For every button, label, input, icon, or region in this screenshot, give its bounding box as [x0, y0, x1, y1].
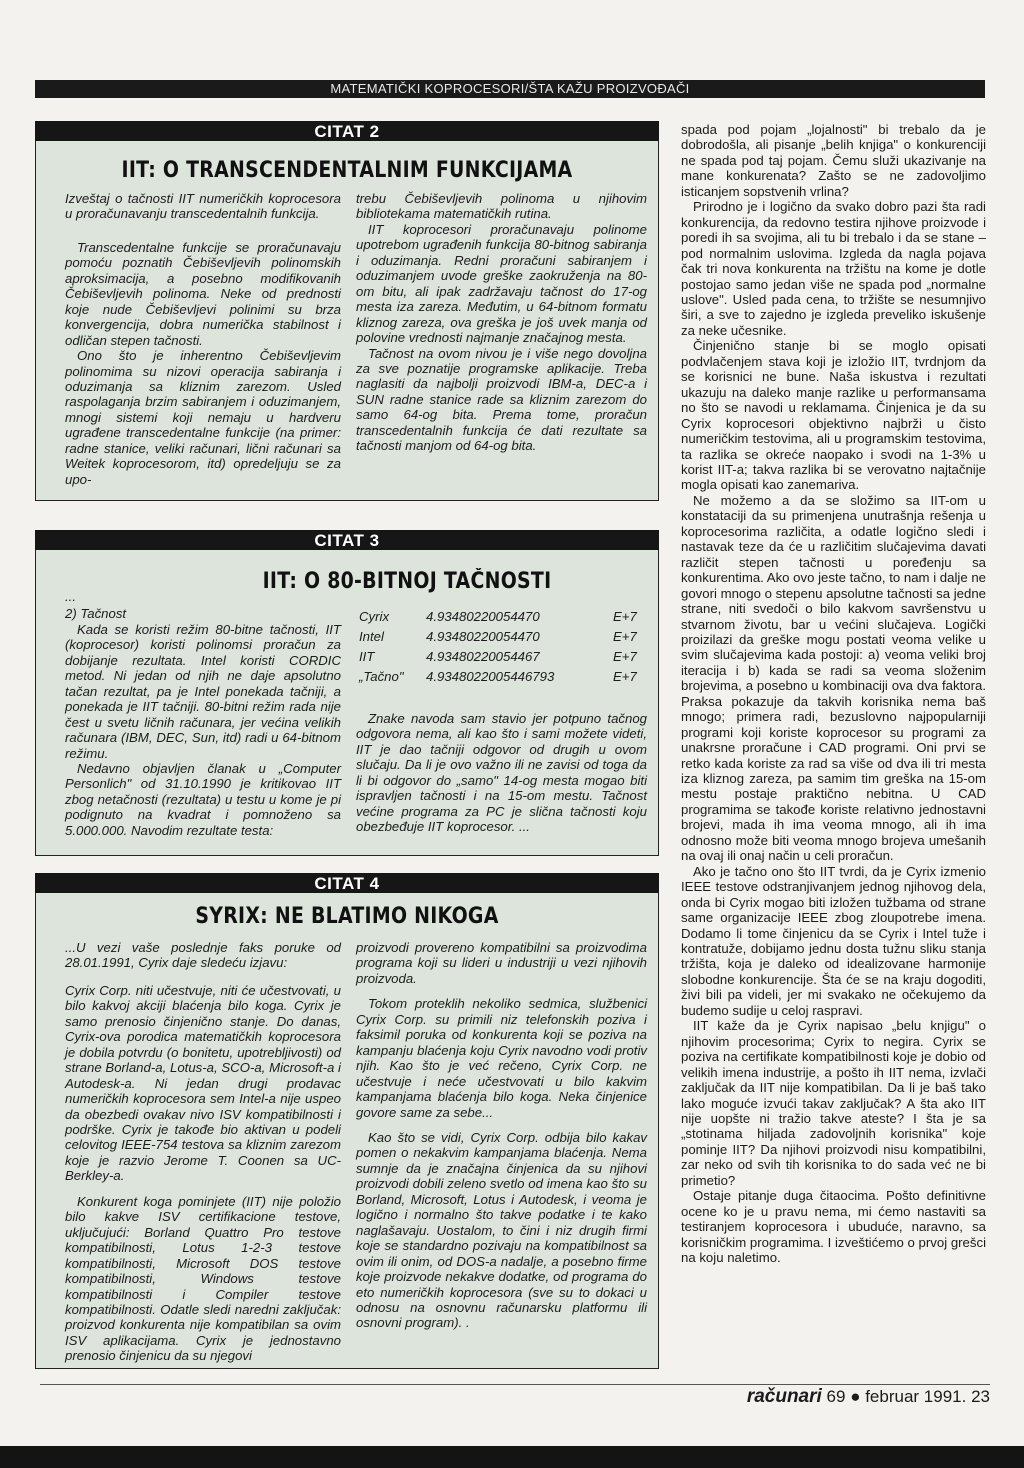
results-table	[359, 609, 649, 689]
paragraph: IIT koprocesori proračunavaju polinome upotrebom ugrađenih funkcija 80-bitnog sabiranja i oduzimanja. Redni proračuni sabiranjem i oduzimanjem uvode greške zaokruženja na 80-om bitu, ali ipak zadržavaju tačnost do 17-og mesta iza zareza. Međutim, u 64-bitnom formatu kliznog zareza, ova greška je još uvek manja od polovine vrednosti najmanje značajnog mesta.	[356, 221, 647, 346]
paragraph: ...	[65, 589, 76, 604]
table-cell-name: IIT	[359, 649, 375, 664]
bottom-band	[0, 1446, 1024, 1468]
quote-label: CITAT 3	[314, 531, 380, 550]
table-cell-name: Cyrix	[359, 609, 390, 624]
table-cell-exp: E+7	[613, 609, 637, 624]
magazine-logo: računari	[746, 1386, 822, 1407]
paragraph: Ostaje pitanje duga čitaocima. Pošto definitivne ocene ko je u pravu nema, mi ćemo nastaviti sa testiranjem koprocesora i ubuduće, naravno, sa korisničkim programima. I izveštićemo o prvoj grešci na koju naletimo.	[681, 1188, 986, 1266]
table-cell-value: 4.93480220054470	[426, 629, 540, 644]
table-cell-value: 4.93480220054470	[426, 609, 540, 624]
article-column	[681, 122, 986, 1266]
quote-box-3	[35, 530, 659, 856]
paragraph: 2) Tačnost	[65, 606, 127, 622]
paragraph: Činjenično stanje bi se moglo opisati podvlačenjem stava koji je izložio IIT, tvrdnjom da se korisnici ne bune. Naša iskustva i rezultati ukazuju na daleko manje razlike u performansama no što se navodi u reklamama. Činjenica je da su Cyrix koprocesori objektivno najbrži u čisto numeričkim testovima, ali u programskim testovima, ta razlika se okreće naopako i svodi na 1-3% u korist IIT-a; takva razlika bi se verovatno najtačnije mogla opisati kao zanemariva.	[681, 338, 986, 493]
quote-label-bar	[35, 121, 659, 141]
quote-label-bar	[35, 873, 659, 893]
paragraph: Nedavno objavljen članak u „Computer Personlich" od 31.10.1990 je kritikovao IIT zbog netačnosti (rezultata) u testu u kome je pi podignuto na kvadrat i pomnoženo sa 5.000.000. Navodim rezultate testa:	[65, 760, 341, 838]
paragraph: Znake navoda sam stavio jer potpuno tačnog odgovora nema, ali kao što i sami možete videti, IIT je dao tačniji odgovor od drugih u ovom slučaju. Da li je ovo važno ili ne zavisi od toga da li bi odgovor do „samo" 14-og mesta mogao biti ispravljen tačnosti i na 15-om mestu. Tačnost većine programa za PC je slična tačnosti koju obezbeđuje IIT koprocesor. ...	[356, 711, 647, 835]
quote-right-column	[356, 711, 647, 835]
table-cell-exp: E+7	[613, 669, 637, 684]
quote-box-2	[35, 121, 659, 501]
quote-box-4	[35, 873, 659, 1369]
paragraph: Ako je tačno ono što IIT tvrdi, da je Cyrix izmenio IEEE testove odstranjivanjem jednog njihovog dela, onda bi Cyrix mogao biti izložen tužbama od strane same organizacije IEEE zbog zloupotrebe imena. Dodamo li tome činjenicu da se Cyrix i Intel tuže i kontratuže, dobijamo jednu dosta tužnu sliku stanja tržišta, koja je daleko od idealizovane harmonije slobodne konkurencije. Šta će se na kraju dogoditi, živi bili pa videli, jer mi svakako ne očekujemo da budemo sudije u celoj raspravi.	[681, 863, 986, 1018]
paragraph: Izveštaj o tačnosti IIT numeričkih koprocesora u proračunavanju transcedentalnih funkcija.	[65, 191, 341, 222]
paragraph: proizvodi provereno kompatibilni sa proizvodima programa koji su lideri u industriji u vezi njihovih proizvoda.	[356, 940, 647, 986]
quote-left-column	[65, 940, 341, 1364]
paragraph: IIT kaže da je Cyrix napisao „belu knjigu" o njihovim procesorima; Cyrix to negira. Cyrix se poziva na certifikate kompatibilnosti koje je dobio od velikih imena industrije, a pošto ih IIT nema, izvlači zaključak da IIT nije kompatibilan. Da li je baš tako lako moguće izvući takav zaključak? A šta ako IIT nije uopšte ni tražio takve ateste? I šta je sa „stotinama hiljada zadovoljnih korisnika" koje pominje IIT? Da njihovi proizvodi nisu kompatibilni, zar neko od svih tih korisnika to do sada već ne bi primetio?	[681, 1018, 986, 1188]
paragraph: Tokom proteklih nekoliko sedmica, službenici Cyrix Corp. su primili niz telefonskih poziva i faksimil poruka od konkurenta koji se poziva na kampanju blaćenja koju Cyrix navodno vodi protiv njih. Kao što je već rečeno, Cyrix Corp. ne učestvuje i neće učestvovati u bilo kakvim kampanjama blaćenja bilo koga. Neka činjenice govore same za sebe...	[356, 996, 647, 1120]
paragraph: trebu Čebiševljevih polinoma u njihovim bibliotekama matematičkih rutina.	[356, 191, 647, 222]
paragraph: Tačnost na ovom nivou je i više nego dovoljna za sve poznatije programske aplikacije. Treba naglasiti da najbolji proizvodi IBM-a, DEC-a i SUN radne stanice rade sa kliznim zarezom do samo 64-og bita. Prema tome, proračun transcedentalnih funkcija će dati rezultate sa tačnosti manjom od 64-og bita.	[356, 345, 647, 454]
table-cell-name: Intel	[359, 629, 384, 644]
paragraph: Ono što je inherentno Čebiševljevim polinomima su nizovi operacija sabiranja i oduzimanja sa kliznim zarezom. Usled raspolaganja brzim sabiranjem i oduzimanjem, mnogi sistemi koji nemaju u hardveru ugrađene transcedentalne funkcije (na primer: radne stanice, veliki računari, lični računari sa Weitek koprocesorom, itd) opredeljuju se za upo-	[65, 348, 341, 487]
issue-date: februar 1991.	[865, 1387, 967, 1406]
running-title: MATEMATIČKI KOPROCESORI/ŠTA KAŽU PROIZVOĐAČI	[330, 81, 690, 96]
table-cell-value: 4.9348022005446793	[426, 669, 555, 684]
footer-rule	[40, 1384, 990, 1385]
quote-title: IIT: O 80-BITNOJ TAČNOSTI	[262, 569, 552, 594]
bullet: ●	[850, 1387, 861, 1406]
quote-label: CITAT 2	[314, 122, 380, 141]
table-cell-exp: E+7	[613, 649, 637, 664]
table-row	[359, 609, 649, 629]
quote-label-bar	[35, 530, 659, 550]
paragraph: Transcedentalne funkcije se proračunavaju pomoću poznatih Čebiševljevih polinomskih aproksimacija, a posebno modifikovanih Čebiševljevih polinoma. Neke od prednosti koje nude Čebiševljevi polinimi su brza konvergencija, dobra numerička stabilnost i odličan stepen tačnosti.	[65, 239, 341, 348]
table-cell-name: „Tačno"	[359, 669, 404, 684]
quote-title: SYRIX: NE BLATIMO NIKOGA	[195, 904, 499, 929]
paragraph: Ne možemo a da se složimo sa IIT-om u konstataciji da su primenjena unutrašnja rešenja u koprocesorima različita, a odatle logično sledi i nastavak teze da će u različitim slučajevima davati različit stepen tačnosti u poređenju sa konkurentima. Ako ovo jeste tačno, to nam i dalje ne govori mnogo o stepenu apsolutne tačnosti sa jedne strane, niti svedoči o bilo kakvom savršenstvu u stvarnom životu, bar u većini slučajeva. Logički proizilazi da greške mogu postati veoma velike u svim slučajevima kada postoji: a) veoma veliki broj iteracija i b) kada se radi sa veoma složenim brojevima, a posebno u kombinaciji ova dva faktora. Praksa pokazuje da takvih korisnika nema baš mnogo; primera radi, bezuslovno najpopularniji programi koji koriste koprocesor su programi za unakrsne proračune i CAD programi. Oni prvi se retko kada koriste za rad sa više od dva ili tri mesta iza kliznog zareza, pa samim tim greška na 15-om mestu postaje praktično nebitna. U CAD programima se takođe koriste relativno jednostavni brojevi, mada ih ima veoma mnogo, ali ih ima odnosno može biti veoma mnogo brojeva umešanih na ovaj ili onaj način u celi proračun.	[681, 492, 986, 864]
table-cell-value: 4.93480220054467	[426, 649, 540, 664]
paragraph: Prirodno je i logično da svako dobro pazi šta radi konkurencija, da redovno testira njihove proizvode i poredi ih sa svojima, ali tu bi trebalo i da se stane – pod normalnim uslovima. Izgleda da nagla pojava čak tri nova konkurenta na tržištu na kome je dotle postojao samo jedan više ne spada pod „normalne uslove". Usled pada cena, to tržište se nesumnjivo širi, a sve to zajedno je izgleda preveliko iskušenje za neke učesnike.	[681, 199, 986, 338]
paragraph: Konkurent koga pominjete (IIT) nije položio bilo kakve ISV certifikacione testove, uključujući: Borland Quattro Pro testove kompatibilnosti, Lotus 1-2-3 testove kompatibilnosti, Microsoft DOS testove kompatibilnosti, Windows testove kompatibilnosti i Compiler testove kompatibilnosti. Odatle sledi naredni zaključak: proizvod konkurenta nije kompatibilan sa ovim ISV aplikacijama. Cyrix je jednostavno prenosio činjenicu da su njegovi	[65, 1193, 341, 1364]
table-cell-exp: E+7	[613, 629, 637, 644]
page-number: 23	[971, 1387, 990, 1406]
paragraph: spada pod pojam „lojalnosti" bi trebalo da je dobrodošla, ali pisanje „belih knjiga" o konkurenciji ne spada pod taj pojam. Čemu služi ukazivanje na mane konkurenata? Zašto se ne zadovoljimo isticanjem sopstvenih vrlina?	[681, 122, 986, 199]
quote-label: CITAT 4	[314, 874, 380, 893]
paragraph: Cyrix Corp. niti učestvuje, niti će učestvovati, u bilo kakvoj akciji blaćenja bilo koga. Cyrix je samo prenosio činjenično stanje. Do danas, Cyrix-ova porodica matematičkih koprocesora je dobila potvrdu (o bonitetu, upotrebljivosti) od strane Borland-a, Lotus-a, SCO-a, Microsoft-a i Autodesk-a. Ni jedan drugi prodavac numeričkih koprocesora sem Intel-a nije uspeo da obezbedi ovakav nivo ISV kompatibilnosti i podrške. Cyrix je takođe bio aktivan u podeli celovitog IEEE-754 testova sa kliznim zarezom koje je razvio Jerome T. Coonen sa UC-Berkley-a.	[65, 982, 341, 1184]
issue-number: 69	[826, 1387, 846, 1406]
paragraph: Kao što se vidi, Cyrix Corp. odbija bilo kakav pomen o nekakvim kampanjama blaćenja. Nema sumnje da je značajna činjenica da su njihovi proizvodi dobili zeleno svetlo od imena kao što su Borland, Microsoft, Lotus i Autodesk, i veoma je logično i normalno što takve podatke i te kako naglašavaju. Uostalom, to čini i niz drugih firmi koje se standardno pozivaju na kompatibilnost sa ovim ili onim, od DOS-a nadalje, a posebno firme koje proizvode nekakve dodatke, od programa do eto numeričkih koprocesora (sve su to dokaci u odnosu na osnovnu računarsku platformu ili osnovni program). .	[356, 1129, 647, 1331]
quote-title: IIT: O TRANSCENDENTALNIM FUNKCIJAMA	[121, 158, 573, 183]
table-row	[359, 649, 649, 669]
table-row	[359, 629, 649, 649]
paragraph: Kada se koristi režim 80-bitne tačnosti, IIT (koprocesor) koristi polinomsi proračun za dobijanje rezultata. Intel koristi CORDIC metod. Ni jedan od njih ne daje apsolutno tačan rezultat, pa je Intel ponekada tačniji, a ponekada je IIT tačniji. 80-bitni režim rada nije čest u svetu ličnih računara, jer većina velikih računara (IBM, DEC, Sun, itd) radi u 64-bitnom režimu.	[65, 621, 341, 761]
paragraph: ...U vezi vaše poslednje faks poruke od 28.01.1991, Cyrix daje sledeću izjavu:	[65, 940, 341, 971]
quote-right-column	[356, 940, 647, 1331]
page-footer	[700, 1386, 990, 1408]
quote-right-column	[356, 191, 647, 454]
quote-left-column	[65, 191, 341, 487]
table-row	[359, 669, 649, 689]
quote-left-column	[65, 589, 341, 838]
running-header	[35, 80, 985, 98]
